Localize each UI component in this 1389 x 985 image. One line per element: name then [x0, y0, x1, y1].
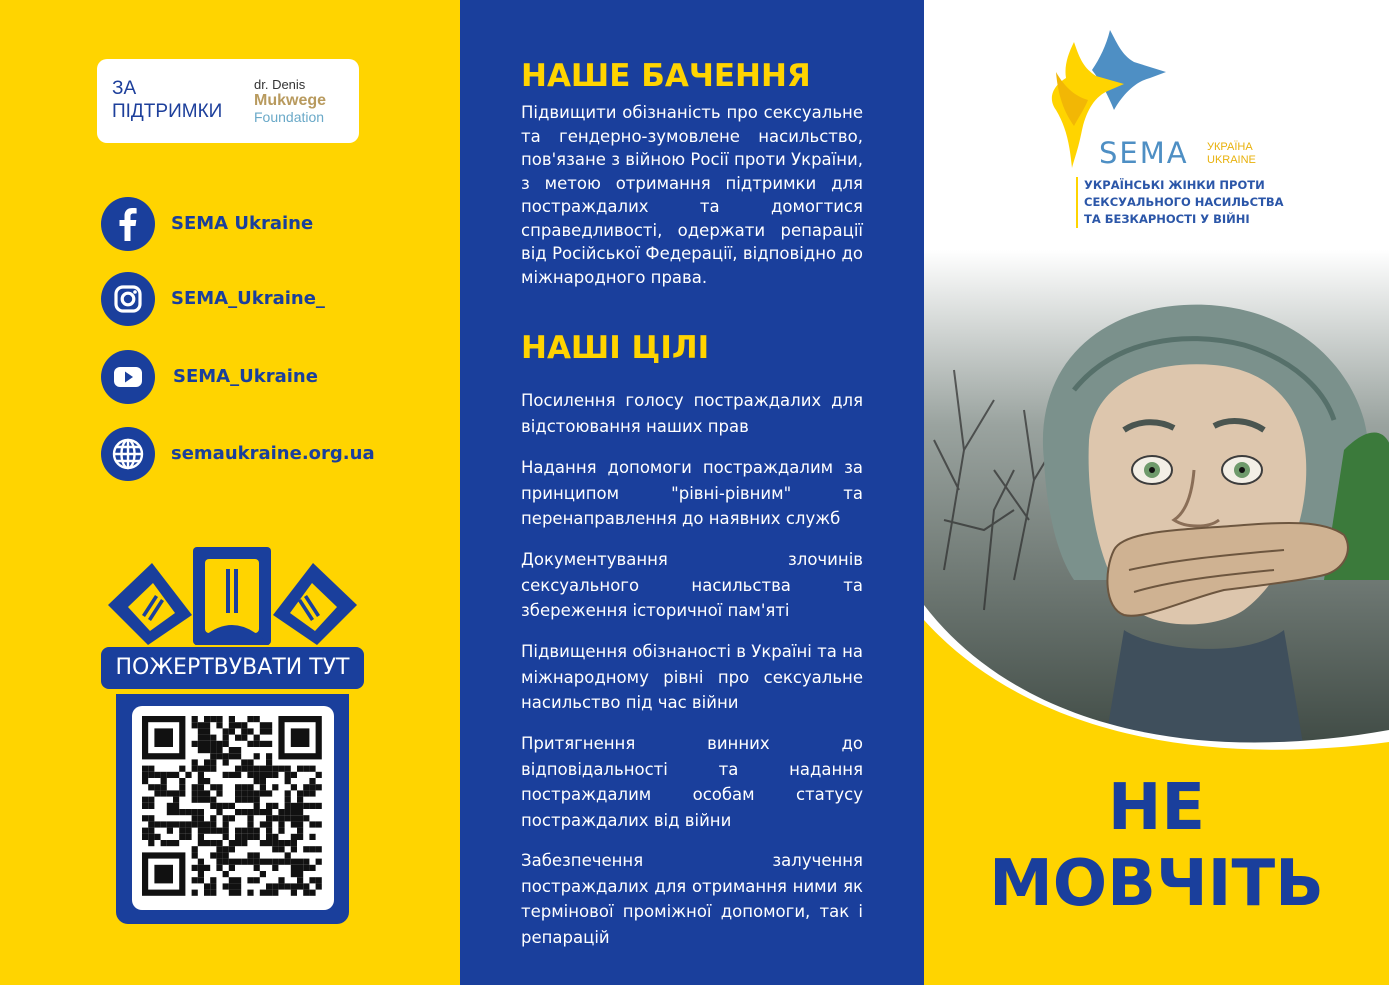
tagline-line-1: УКРАЇНСЬКІ ЖІНКИ ПРОТИ: [1084, 178, 1265, 192]
qr-code-area: [132, 706, 334, 910]
goals-title: НАШІ ЦІЛІ: [521, 330, 710, 366]
goal-item: Посилення голосу постраждалих для відстоювання наших прав: [521, 391, 863, 436]
facebook-label: SEMA Ukraine: [171, 213, 314, 234]
instagram-label: SEMA_Ukraine_: [171, 288, 325, 309]
qr-code[interactable]: [132, 706, 334, 910]
social-youtube[interactable]: [101, 350, 431, 404]
goal-item: Підвищення обізнаності в Україні та на міжнародному рівні про сексуальне насильство під час війни: [521, 642, 863, 712]
slogan: [924, 770, 1389, 922]
social-instagram[interactable]: [101, 272, 431, 326]
slogan-line-2: МОВЧІТЬ: [989, 847, 1324, 921]
support-line-1: ЗА: [112, 78, 137, 99]
support-line-2: ПІДТРИМКИ: [112, 101, 223, 122]
facebook-icon: [101, 197, 155, 251]
partner-line-3: Foundation: [254, 109, 325, 125]
left-panel: [0, 0, 460, 985]
vision-title: НАШЕ БАЧЕННЯ: [521, 58, 811, 94]
support-card: [97, 59, 359, 143]
slogan-line-1: НЕ: [1107, 771, 1206, 845]
sema-country-ua: УКРАЇНА: [1207, 141, 1253, 153]
tagline-line-3: ТА БЕЗКАРНОСТІ У ВІЙНІ: [1084, 212, 1250, 226]
tagline-line-2: СЕКСУАЛЬНОГО НАСИЛЬСТВА: [1084, 195, 1284, 209]
goal-item: Притягнення винних до відповідальності та надання постраждалим особам статусу постраждалих від війни: [521, 734, 863, 830]
silenced-woman-illustration: [924, 250, 1389, 750]
sema-tagline: [1076, 177, 1284, 228]
donate-button[interactable]: ПОЖЕРТВУВАТИ ТУТ: [101, 647, 364, 689]
goal-item: Надання допомоги постраждалим за принципом "рівні-рівним" та перенаправлення до наявних служб: [521, 458, 863, 528]
mukwege-foundation-logo: [254, 77, 326, 125]
qr-code-frame: [116, 694, 349, 924]
donate-banknotes-icon: [100, 545, 365, 650]
goal-item: Документування злочинів сексуального насильства та збереження історичної пам'яті: [521, 550, 863, 620]
youtube-label: SEMA_Ukraine: [173, 366, 318, 387]
sema-country-en: UKRAINE: [1207, 154, 1256, 166]
youtube-icon: [101, 350, 155, 404]
globe-icon: [101, 427, 155, 481]
social-website[interactable]: [101, 427, 431, 481]
social-facebook[interactable]: [101, 197, 431, 251]
partner-line-2: Mukwege: [254, 92, 327, 109]
goal-item: Забезпечення залучення постраждалих для отримання ними як термінової проміжної допомоги, так і репарацій: [521, 851, 863, 947]
website-label: semaukraine.org.ua: [171, 443, 375, 464]
right-panel: [924, 0, 1389, 985]
middle-panel: [460, 0, 924, 985]
sema-country: [1207, 141, 1256, 167]
support-label: [112, 77, 222, 123]
instagram-icon: [101, 272, 155, 326]
sema-logo-text: SEMA: [1099, 136, 1189, 170]
logo-area: [924, 0, 1389, 250]
partner-line-1: dr. Denis: [254, 77, 306, 92]
vision-text: Підвищити обізнаність про сексуальне та гендерно-зумовлене насильство, пов'язане з війною Росії проти України, з метою отримання підтримки для постраждалих та домогтися справедливості, одержати репарації від Російської Федерації, відповідно до міжнародного права.: [521, 103, 863, 287]
